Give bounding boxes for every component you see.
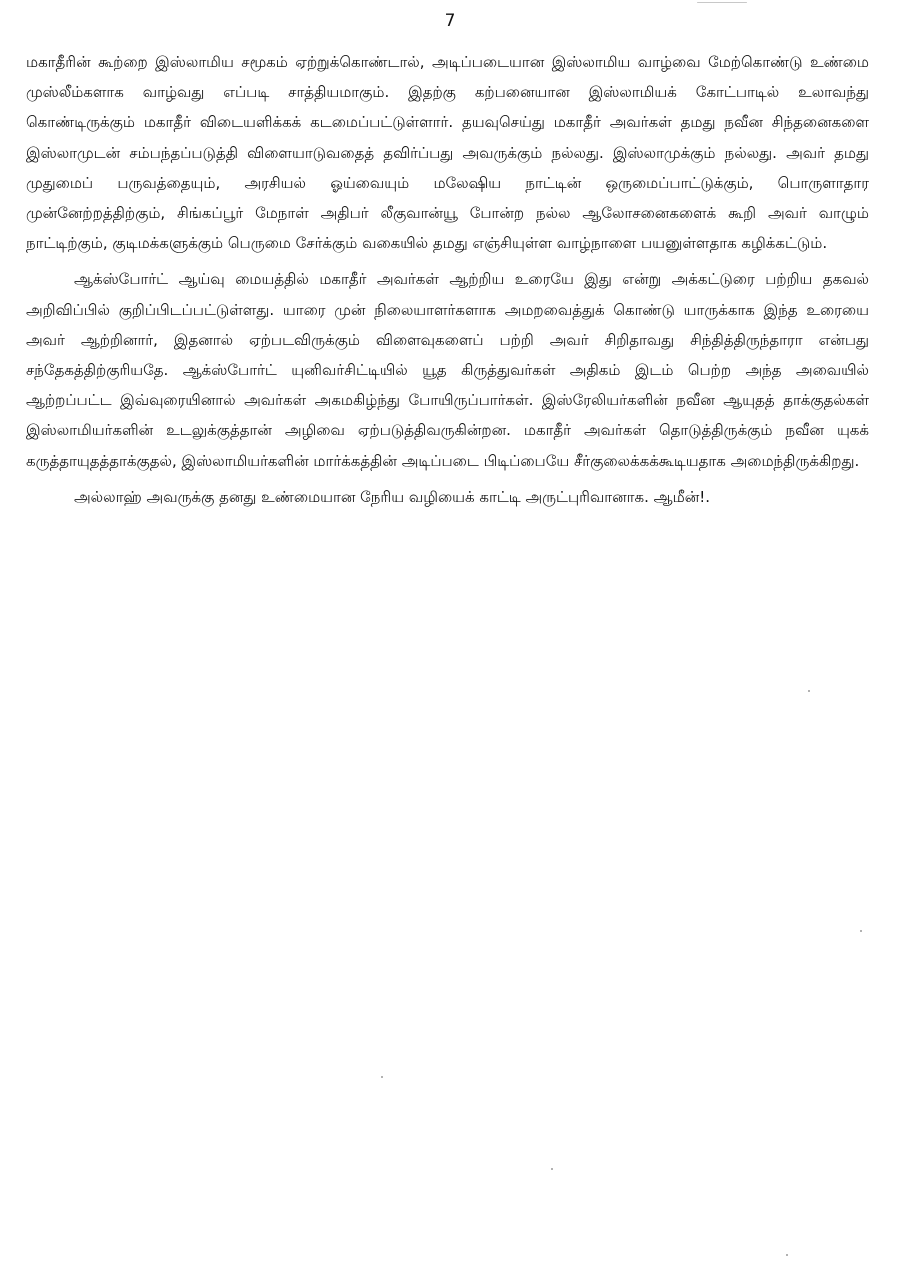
paragraph-2: ஆக்ஸ்போர்ட் ஆய்வு மையத்தில் மகாதீர் அவர்கள் ஆற்றிய உரையே இது என்று அக்கட்டுரை பற்றிய தகவல் அறிவிப்பில் குறிப்பிடப்பட்டுள்ளது. யாரை முன் நிலையாளர்களாக அமறவைத்துக் கொண்டு யாருக்காக இந்த உரையை அவர் ஆற்றினார், இதனால் ஏற்படவிருக்கும் விளைவுகளைப் பற்றி அவர் சிறிதாவது சிந்தித்திருந்தாரா என்பது சந்தேகத்திற்குரியதே. ஆக்ஸ்போர்ட் யுனிவர்சிட்டியில் யூத கிருத்துவர்கள் அதிகம் இடம் பெற்ற அந்த அவையில் ஆற்றப்பட்ட இவ்வுரையினால் அவர்கள் அகமகிழ்ந்து போயிருப்பார்கள். இஸ்ரேலியர்களின் நவீன ஆயுதத் தாக்குதல்கள் இஸ்லாமியர்களின் உடலுக்குத்தான் அழிவை ஏற்படுத்திவருகின்றன. மகாதீர் அவர்கள் தொடுத்திருக்கும் நவீன யுகக் கருத்தாயுதத்தாக்குதல், இஸ்லாமியர்களின் மார்க்கத்தின் அடிப்படை பிடிப்பையே சீர்குலைக்கக்கூடியதாக அமைந்திருக்கிறது. (26, 270, 869, 470)
paragraph-1: மகாதீரின் கூற்றை இஸ்லாமிய சமூகம் ஏற்றுக்கொண்டால், அடிப்படையான இஸ்லாமிய வாழ்வை மேற்கொண்டு உண்மை முஸ்லீம்களாக வாழ்வது எப்படி சாத்தியமாகும். இதற்கு கற்பனையான இஸ்லாமியக் கோட்பாடில் உலாவந்து கொண்டிருக்கும் மகாதீர் விடையளிக்கக் கடமைப்பட்டுள்ளார். தயவுசெய்து மகாதீர் அவர்கள் தமது நவீன சிந்தனைகளை இஸ்லாமுடன் சம்பந்தப்படுத்தி விளையாடுவதைத் தவிர்ப்பது அவருக்கும் நல்லது. இஸ்லாமுக்கும் நல்லது. அவர் தமது முதுமைப் பருவத்தையும், அரசியல் ஓய்வையும் மலேஷிய நாட்டின் ஒருமைப்பாட்டுக்கும், பொருளாதார முன்னேற்றத்திற்கும், சிங்கப்பூர் மேநாள் அதிபர் லீகுவான்யூ போன்ற நல்ல ஆலோசனைகளைக் கூறி அவர் வாழும் நாட்டிற்கும், குடிமக்களுக்கும் பெருமை சேர்க்கும் வகையில் தமது எஞ்சியுள்ள வாழ்நாளை பயனுள்ளதாக கழிக்கட்டும். (26, 53, 869, 253)
scan-speck (860, 930, 862, 932)
paragraph-3: அல்லாஹ் அவருக்கு தனது உண்மையான நேரிய வழியைக் காட்டி அருட்புரிவானாக. ஆமீன்!. (74, 487, 711, 506)
scan-speck (786, 1254, 788, 1256)
scan-speck (551, 1168, 553, 1170)
scan-speck (808, 690, 810, 692)
scan-speck (697, 2, 747, 3)
page-number: 7 (444, 11, 456, 31)
document-body (26, 47, 869, 512)
scan-speck (381, 1076, 383, 1078)
